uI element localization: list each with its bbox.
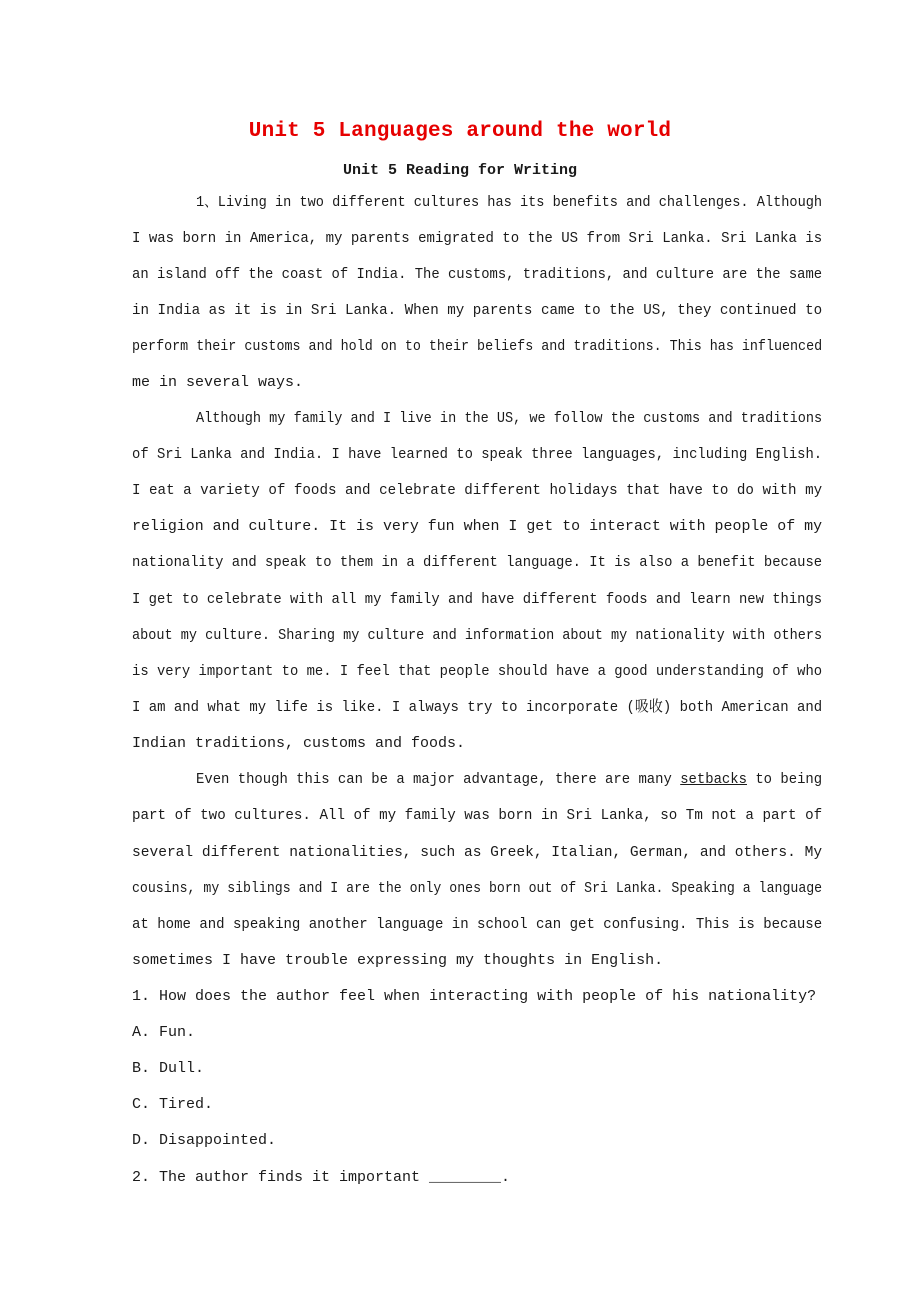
passage-line: sometimes I have trouble expressing my thoughts in English. [132,952,664,969]
passage-line: at home and speaking another language in school can get confusing. This is because [132,916,823,933]
question-1-option-c: C. Tired. [132,1096,214,1113]
passage-line: I am and what my life is like. I always try to incorporate (吸收) both American and [132,699,823,716]
passage-line: I eat a variety of foods and celebrate different holidays that have to do with my [132,482,823,499]
passage-line: part of two cultures. All of my family was born in Sri Lanka, so Tm not a part of [132,807,823,824]
question-1-stem: 1. How does the author feel when interacting with people of his nationality? [132,988,817,1005]
passage-line: about my culture. Sharing my culture and information about my nationality with others [132,627,823,644]
passage-line: I was born in America, my parents emigrated to the US from Sri Lanka. Sri Lanka is [132,230,823,247]
passage-line: perform their customs and hold on to their beliefs and traditions. This has influenced [132,338,823,355]
passage-line: I get to celebrate with all my family and have different foods and learn new things [132,591,823,608]
question-1-option-b: B. Dull. [132,1060,205,1077]
passage-line [196,770,822,790]
question-1-option-d: D. Disappointed. [132,1132,277,1149]
passage-line: me in several ways. [132,374,304,391]
question-2-stem: 2. The author finds it important ________. [132,1169,511,1186]
passage-line: Indian traditions, customs and foods. [132,735,466,752]
passage-line: several different nationalities, such as Greek, Italian, German, and others. My [132,844,823,861]
passage-line: 1、Living in two different cultures has its benefits and challenges. Although [196,194,823,211]
passage-line: in India as it is in Sri Lanka. When my parents came to the US, they continued to [132,302,823,319]
passage-line: religion and culture. It is very fun when I get to interact with people of my [132,518,823,535]
question-1-option-a: A. Fun. [132,1024,196,1041]
underlined-word-setbacks: setbacks [680,771,747,788]
passage-line: nationality and speak to them in a different language. It is also a benefit because [132,554,823,571]
passage-text: Even though this can be a major advantage, there are many [196,771,681,788]
passage-line: of Sri Lanka and India. I have learned to speak three languages, including English. [132,446,823,463]
page-subtitle: Unit 5 Reading for Writing [342,162,578,179]
passage-line: Although my family and I live in the US, we follow the customs and traditions [196,410,823,427]
passage-line: is very important to me. I feel that people should have a good understanding of who [132,663,823,680]
passage-line: an island off the coast of India. The customs, traditions, and culture are the same [132,266,823,283]
passage-text: to being [746,771,823,788]
passage-line: cousins, my siblings and I are the only ones born out of Sri Lanka. Speaking a language [132,880,823,897]
page-title: Unit 5 Languages around the world [248,120,672,143]
